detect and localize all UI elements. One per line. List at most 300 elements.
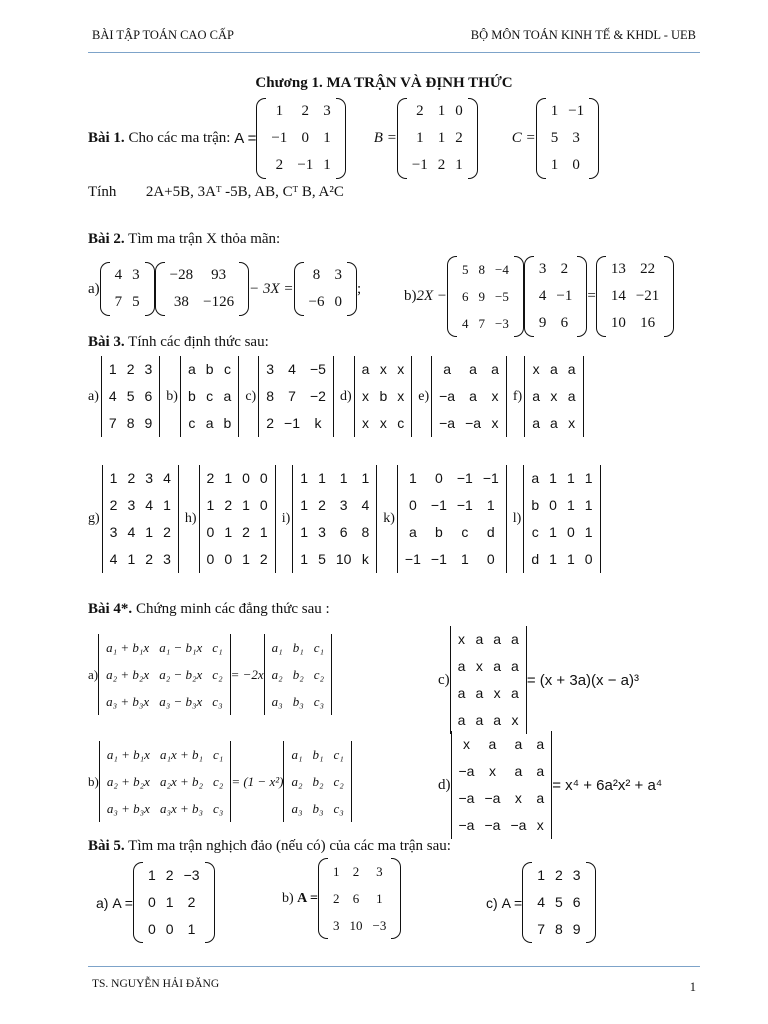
det-bar-right [581, 356, 584, 437]
matrix-cell: 5 [555, 894, 563, 910]
matrix-cell: x [488, 763, 496, 779]
ex4b-label: b) [88, 773, 99, 789]
matrix-cell: x [511, 712, 519, 728]
ex2a-line [88, 262, 361, 316]
ex2a-matrix-3 [294, 262, 357, 316]
matrix-cell: a [536, 763, 545, 779]
matrix-cell: a [532, 415, 540, 431]
ex2b-matrix-3 [596, 256, 674, 337]
matrix-cell: 1 [566, 497, 575, 513]
matrix-cell: x [379, 415, 387, 431]
matrix-cell: 3 [376, 864, 383, 879]
matrix-cell: 1 [300, 470, 309, 486]
matrix-cell: a [187, 361, 196, 377]
matrix-cell: a [536, 790, 545, 806]
header-left: BÀI TẬP TOÁN CAO CẤP [92, 28, 234, 42]
matrix-cell: 1 [455, 157, 463, 173]
paren-left [294, 262, 304, 316]
matrix-cell: 2 [165, 867, 174, 883]
matrix-cell: b [205, 361, 214, 377]
det-bar-right [349, 741, 352, 822]
matrix-cell: 2 [416, 103, 424, 119]
matrix-cell: 0 [165, 921, 174, 937]
det-bar-right [329, 634, 332, 715]
matrix-cell: a₁x + b₁ [159, 747, 204, 762]
determinant [524, 356, 583, 437]
matrix-cell: 4 [537, 894, 545, 910]
matrix-cell: 1 [584, 497, 593, 513]
paren-right [347, 262, 357, 316]
det-bar-right [374, 465, 377, 573]
matrix-cell: b₃ [292, 694, 304, 709]
matrix-cell: 3 [333, 918, 340, 933]
matrix-cell: k [314, 415, 322, 431]
ex1-text: Cho các ma trận: [128, 130, 231, 146]
matrix-cell: −3 [495, 316, 509, 331]
matrix-cell: 8 [478, 262, 486, 277]
matrix-cell: a [511, 631, 519, 647]
matrix-cell: 0 [206, 551, 215, 567]
ex4d-line [438, 731, 662, 839]
ex5c-matrix [522, 862, 595, 943]
det-label: f) [512, 388, 523, 404]
matrix-cell: 6 [462, 289, 469, 304]
matrix-cell: a [536, 736, 545, 752]
determinant [397, 465, 507, 573]
matrix-cell: 2 [145, 551, 154, 567]
matrix-cell: −1 [556, 288, 573, 304]
ex1-matrix-B [397, 98, 478, 179]
ex1-B-label: B = [373, 130, 397, 146]
matrix-cell: 3 [538, 261, 547, 277]
matrix-cell: a [491, 361, 499, 377]
paren-right [514, 256, 524, 337]
matrix-cell: −3 [183, 867, 200, 883]
ex4c-label: c) [438, 671, 450, 688]
matrix-cell: 0 [147, 894, 156, 910]
matrix-cell: 6 [352, 891, 360, 906]
matrix-cell: −a [484, 790, 501, 806]
matrix-cell: a [475, 631, 484, 647]
ex1-tinh-line [88, 184, 344, 201]
matrix-cell: 0 [434, 470, 443, 486]
matrix-cell: 1 [584, 524, 593, 540]
matrix-cell: 6 [339, 524, 348, 540]
matrix-cell: b [531, 497, 540, 513]
matrix-cell: 3 [127, 497, 136, 513]
matrix-cell: x [397, 361, 405, 377]
matrix-cell: b [223, 415, 232, 431]
matrix-cell: 3 [572, 867, 581, 883]
matrix-cell: −5 [310, 361, 326, 377]
matrix-cell: 1 [259, 524, 268, 540]
matrix-cell: 1 [127, 551, 136, 567]
ex3-text: Tính các định thức sau: [128, 334, 269, 350]
det-bar-right [236, 356, 239, 437]
matrix-cell: x [475, 658, 483, 674]
matrix-cell: a [361, 361, 370, 377]
det-bar-right [331, 356, 334, 437]
matrix-cell: −1 [456, 470, 473, 486]
matrix-cell: b₃ [312, 801, 324, 816]
matrix-cell: x [532, 361, 540, 377]
matrix-cell: c₁ [213, 747, 224, 762]
matrix-cell: a [443, 361, 451, 377]
matrix-cell: 4 [127, 524, 136, 540]
paren-left [522, 862, 532, 943]
matrix-cell: c₁ [313, 640, 325, 655]
ex1-tinh-label: Tính [88, 184, 117, 200]
matrix-cell: a₂ [271, 667, 283, 682]
matrix-cell: 4 [288, 361, 296, 377]
ex1-C-label: C = [511, 130, 536, 146]
det-bar-right [504, 356, 507, 437]
determinant [292, 465, 377, 573]
matrix-cell: a₃ + b₃x [106, 801, 150, 816]
matrix-cell: 1 [549, 470, 557, 486]
determinant [258, 356, 334, 437]
det-label: c) [245, 388, 257, 404]
ex4c-line [438, 626, 639, 734]
matrix-cell: 9 [572, 921, 581, 937]
matrix-cell: −28 [169, 267, 194, 283]
matrix-cell: a [493, 658, 502, 674]
matrix-cell: −6 [308, 294, 325, 310]
matrix-cell: a [514, 736, 523, 752]
matrix-cell: 2 [318, 497, 326, 513]
matrix-cell: 3 [109, 524, 118, 540]
matrix-cell: 0 [549, 497, 557, 513]
matrix-cell: c₁ [212, 640, 223, 655]
matrix-cell: 3 [572, 130, 580, 146]
matrix-cell: a₁ − b₁x [159, 640, 203, 655]
matrix-cell: 1 [318, 470, 326, 486]
matrix-cell: x [514, 790, 522, 806]
matrix-cell: c [461, 524, 469, 540]
matrix-cell: a₁ + b₁x [106, 747, 150, 762]
ex3-row2 [88, 465, 601, 573]
det-label: l) [512, 511, 522, 526]
matrix-cell: b [379, 388, 388, 404]
matrix-cell: 7 [114, 294, 123, 310]
matrix-cell: 1 [416, 130, 424, 146]
ex4-label: Bài 4*. [88, 601, 133, 617]
paren-right [145, 262, 155, 316]
ex4b-det-right [283, 741, 351, 822]
matrix-cell: 4 [538, 288, 547, 304]
matrix-cell: −a [510, 817, 527, 833]
matrix-cell: 1 [163, 497, 171, 513]
matrix-cell: a [531, 470, 540, 486]
matrix-cell: 7 [288, 388, 296, 404]
matrix-cell: −1 [482, 470, 499, 486]
matrix-cell: 7 [478, 316, 486, 331]
det-label: d) [339, 388, 352, 404]
det-label: k) [383, 511, 395, 526]
matrix-cell: 1 [537, 867, 545, 883]
matrix-cell: c [206, 388, 214, 404]
matrix-cell: 5 [550, 130, 559, 146]
ex3-row1 [88, 356, 584, 437]
footer-rule [88, 966, 700, 967]
ex2b-line [404, 256, 674, 337]
ex4d-rhs: = x⁴ + 6a²x² + a⁴ [552, 776, 663, 794]
matrix-cell: 2 [455, 130, 463, 146]
ex4a-det-right [264, 634, 332, 715]
matrix-cell: 4 [145, 497, 154, 513]
ex2b-label: b) [404, 288, 417, 304]
determinant [354, 356, 413, 437]
paren-left [536, 98, 546, 179]
ex3-heading [88, 334, 269, 351]
matrix-cell: 3 [145, 470, 154, 486]
ex2a-matrix-1 [100, 262, 155, 316]
matrix-cell: a₃ [271, 694, 283, 709]
det-label: i) [281, 511, 291, 526]
paren-left [155, 262, 165, 316]
matrix-cell: c [188, 415, 196, 431]
matrix-cell: 8 [555, 921, 563, 937]
ex2a-end: ; [356, 280, 362, 297]
header-right: BỘ MÔN TOÁN KINH TẾ & KHDL - UEB [470, 28, 696, 42]
matrix-cell: 5 [318, 551, 326, 567]
matrix-cell: −2 [310, 388, 326, 404]
page-number: 1 [689, 980, 696, 994]
matrix-cell: a [532, 388, 540, 404]
ex4b-mid: = (1 − x²) [231, 773, 284, 789]
ex4a-label: a) [88, 666, 99, 682]
matrix-cell: 2 [109, 497, 118, 513]
matrix-cell: 0 [206, 524, 215, 540]
matrix-cell: 1 [300, 524, 309, 540]
matrix-cell: 2 [224, 497, 233, 513]
matrix-cell: 1 [566, 551, 575, 567]
ex5-heading [88, 838, 451, 855]
ex2b-pre: 2X − [416, 288, 448, 304]
matrix-cell: −1 [430, 551, 447, 567]
matrix-cell: x [491, 388, 499, 404]
matrix-cell: −1 [568, 103, 585, 119]
paren-right [391, 858, 401, 939]
matrix-cell: x [536, 817, 544, 833]
matrix-cell: a₃ + b₃x [106, 694, 150, 709]
matrix-cell: 1 [376, 891, 383, 906]
matrix-cell: 3 [334, 267, 342, 283]
matrix-cell: −21 [635, 288, 660, 304]
matrix-cell: −126 [203, 294, 235, 310]
matrix-cell: 2 [206, 470, 215, 486]
matrix-cell: x [362, 388, 370, 404]
matrix-cell: −a [439, 415, 456, 431]
matrix-cell: x [568, 415, 576, 431]
matrix-cell: b₁ [292, 640, 304, 655]
matrix-cell: 4 [163, 470, 171, 486]
matrix-cell: 4 [462, 316, 469, 331]
matrix-cell: 0 [572, 157, 580, 173]
ex4a-det-left [98, 634, 230, 715]
matrix-cell: a [409, 524, 417, 540]
matrix-cell: c₃ [213, 801, 224, 816]
ex5-label: Bài 5. [88, 838, 125, 854]
matrix-cell: x [397, 388, 405, 404]
matrix-cell: 1 [333, 864, 340, 879]
matrix-cell: 1 [323, 157, 331, 173]
matrix-cell: 1 [339, 470, 348, 486]
matrix-cell: x [362, 415, 370, 431]
ex1-A-label: A = [234, 130, 257, 147]
matrix-cell: 93 [211, 267, 227, 283]
ex4a-line [88, 634, 332, 715]
matrix-cell: k [361, 551, 369, 567]
matrix-cell: 10 [335, 551, 352, 567]
matrix-cell: c₂ [313, 667, 325, 682]
matrix-cell: a [469, 388, 477, 404]
matrix-cell: 1 [584, 470, 593, 486]
matrix-cell: a [488, 736, 497, 752]
matrix-cell: −a [484, 817, 501, 833]
matrix-cell: a₂ − b₂x [159, 667, 203, 682]
matrix-cell: a₂x + b₂ [159, 774, 204, 789]
matrix-cell: a [493, 631, 502, 647]
matrix-cell: 2 [352, 864, 360, 879]
matrix-cell: 2 [301, 103, 310, 119]
det-label: e) [418, 388, 430, 404]
matrix-cell: 0 [409, 497, 417, 513]
matrix-cell: c [397, 415, 405, 431]
matrix-cell: 7 [108, 415, 117, 431]
det-bar-right [273, 465, 276, 573]
matrix-cell: −a [458, 763, 475, 779]
ex4-heading [88, 601, 330, 618]
matrix-cell: 2 [259, 551, 268, 567]
matrix-cell: 2 [555, 867, 563, 883]
ex2b-matrix-2 [524, 256, 587, 337]
matrix-cell: 0 [224, 551, 233, 567]
matrix-cell: −1 [430, 497, 447, 513]
matrix-cell: a₂ + b₂x [106, 667, 150, 682]
matrix-cell: −1 [404, 551, 421, 567]
matrix-cell: a [511, 685, 519, 701]
det-label: a) [88, 388, 99, 404]
ex4c-rhs: = (x + 3a)(x − a)³ [526, 671, 639, 689]
paren-right [586, 862, 596, 943]
matrix-cell: a₃x + b₃ [159, 801, 204, 816]
matrix-cell: a [469, 361, 477, 377]
ex5a-matrix [133, 862, 215, 943]
paren-right [577, 256, 587, 337]
ex5a-line [96, 862, 215, 943]
matrix-cell: 6 [572, 894, 581, 910]
matrix-cell: a₂ [291, 774, 303, 789]
matrix-cell: −1 [456, 497, 473, 513]
paren-right [205, 862, 215, 943]
matrix-cell: 2 [127, 470, 136, 486]
matrix-cell: b₂ [312, 774, 324, 789]
matrix-cell: 1 [437, 103, 446, 119]
matrix-cell: 3 [132, 267, 140, 283]
det-bar-right [157, 356, 160, 437]
matrix-cell: 2 [187, 894, 196, 910]
matrix-cell: a [475, 685, 484, 701]
ex5b-matrix [318, 858, 401, 939]
matrix-cell: 2 [163, 524, 171, 540]
matrix-cell: c₃ [313, 694, 325, 709]
matrix-cell: 2 [242, 524, 250, 540]
footer-author: TS. NGUYỄN HẢI ĐĂNG [92, 978, 220, 990]
ex5-text: Tìm ma trận nghịch đảo (nếu có) của các ma trận sau: [128, 838, 451, 854]
matrix-cell: x [550, 388, 558, 404]
matrix-cell: 1 [224, 470, 233, 486]
matrix-cell: 3 [339, 497, 348, 513]
matrix-cell: 5 [132, 294, 140, 310]
matrix-cell: −1 [297, 157, 314, 173]
matrix-cell: 1 [549, 551, 557, 567]
ex1-label: Bài 1. [88, 130, 125, 146]
matrix-cell: b [187, 388, 196, 404]
matrix-cell: 1 [242, 551, 250, 567]
det-label: h) [184, 511, 197, 526]
paren-left [318, 858, 328, 939]
matrix-cell: −1 [271, 130, 288, 146]
det-bar-right [176, 465, 179, 573]
paren-left [447, 256, 457, 337]
ex4c-det [450, 626, 527, 734]
matrix-cell: 7 [537, 921, 545, 937]
matrix-cell: 22 [640, 261, 656, 277]
matrix-cell: 1 [275, 103, 284, 119]
header-rule [88, 52, 700, 53]
paren-left [397, 98, 407, 179]
det-label: g) [88, 511, 100, 526]
matrix-cell: a [511, 658, 519, 674]
matrix-cell: 0 [486, 551, 495, 567]
matrix-cell: 1 [165, 894, 174, 910]
paren-left [133, 862, 143, 943]
matrix-cell: 1 [300, 551, 309, 567]
matrix-cell: x [458, 631, 466, 647]
matrix-cell: c₂ [212, 667, 223, 682]
ex2-text: Tìm ma trận X thỏa mãn: [128, 231, 281, 247]
matrix-cell: 0 [259, 470, 268, 486]
matrix-cell: 4 [361, 497, 370, 513]
matrix-cell: −a [439, 388, 456, 404]
matrix-cell: 1 [224, 524, 233, 540]
matrix-cell: 9 [478, 289, 486, 304]
determinant [101, 356, 160, 437]
matrix-cell: 3 [323, 103, 331, 119]
matrix-cell: 4 [109, 551, 118, 567]
det-bar-right [504, 465, 507, 573]
paren-right [468, 98, 478, 179]
matrix-cell: 38 [173, 294, 189, 310]
matrix-cell: 0 [147, 921, 156, 937]
matrix-cell: 10 [349, 918, 363, 933]
matrix-cell: d [486, 524, 495, 540]
matrix-cell: 2 [275, 157, 284, 173]
matrix-cell: x [493, 685, 501, 701]
matrix-cell: −a [465, 415, 482, 431]
matrix-cell: c₃ [333, 801, 344, 816]
matrix-cell: c₃ [212, 694, 223, 709]
matrix-cell: 2 [437, 157, 446, 173]
paren-right [589, 98, 599, 179]
ex4d-det [451, 731, 553, 839]
ex1-matrix-A [256, 98, 345, 179]
matrix-cell: −a [458, 817, 475, 833]
determinant [523, 465, 600, 573]
matrix-cell: 0 [566, 524, 575, 540]
matrix-cell: 1 [145, 524, 154, 540]
